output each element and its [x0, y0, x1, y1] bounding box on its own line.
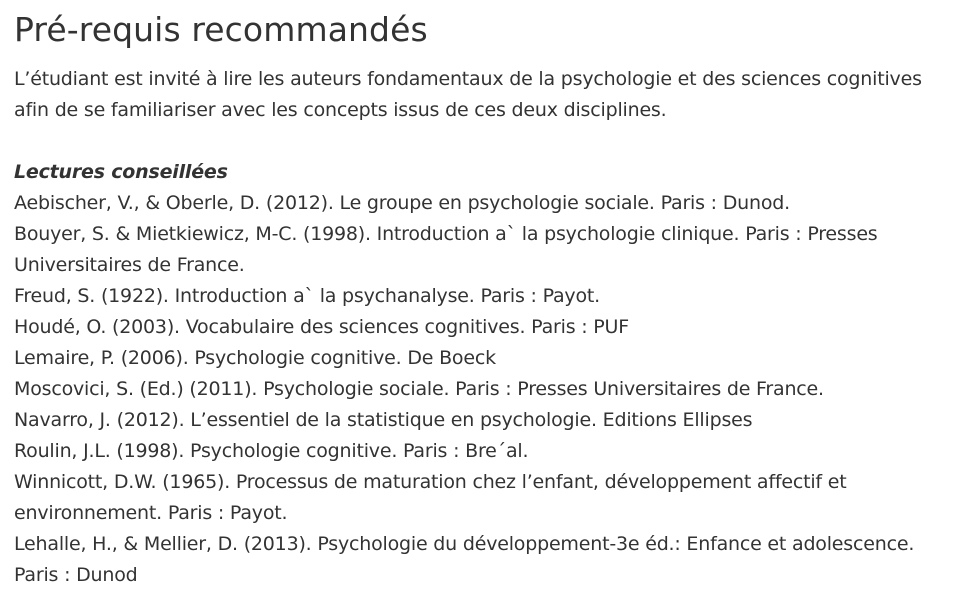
reading-item: Navarro, J. (2012). L’essentiel de la statistique en psychologie. Editions Ellipses [14, 409, 753, 431]
reading-item: Roulin, J.L. (1998). Psychologie cognitive. Paris : Bre´al. [14, 440, 529, 462]
reading-item: Winnicott, D.W. (1965). Processus de maturation chez l’enfant, développement affectif et environnement. Paris : Payot. [14, 471, 847, 524]
reading-item: Houdé, O. (2003). Vocabulaire des sciences cognitives. Paris : PUF [14, 316, 629, 338]
reading-item: Lemaire, P. (2006). Psychologie cognitive. De Boeck [14, 347, 496, 369]
prerequisites-section [14, 10, 942, 591]
section-title: Pré-requis recommandés [14, 10, 428, 49]
reading-item: Lehalle, H., & Mellier, D. (2013). Psychologie du développement-3e éd.: Enfance et adolescence. Paris : Dunod [14, 533, 915, 586]
readings-list [14, 188, 942, 591]
readings-heading: Lectures conseillées [14, 161, 228, 183]
reading-item: Moscovici, S. (Ed.) (2011). Psychologie sociale. Paris : Presses Universitaires de France. [14, 378, 824, 400]
intro-paragraph: L’étudiant est invité à lire les auteurs fondamentaux de la psychologie et des sciences cognitives afin de se familiariser avec les concepts issus de ces deux disciplines. [14, 68, 922, 121]
reading-item: Aebischer, V., & Oberle, D. (2012). Le groupe en psychologie sociale. Paris : Dunod. [14, 192, 790, 214]
reading-item: Freud, S. (1922). Introduction a` la psychanalyse. Paris : Payot. [14, 285, 600, 307]
reading-item: Bouyer, S. & Mietkiewicz, M-C. (1998). Introduction a` la psychologie clinique. Paris : Presses Universitaires de France. [14, 223, 878, 276]
